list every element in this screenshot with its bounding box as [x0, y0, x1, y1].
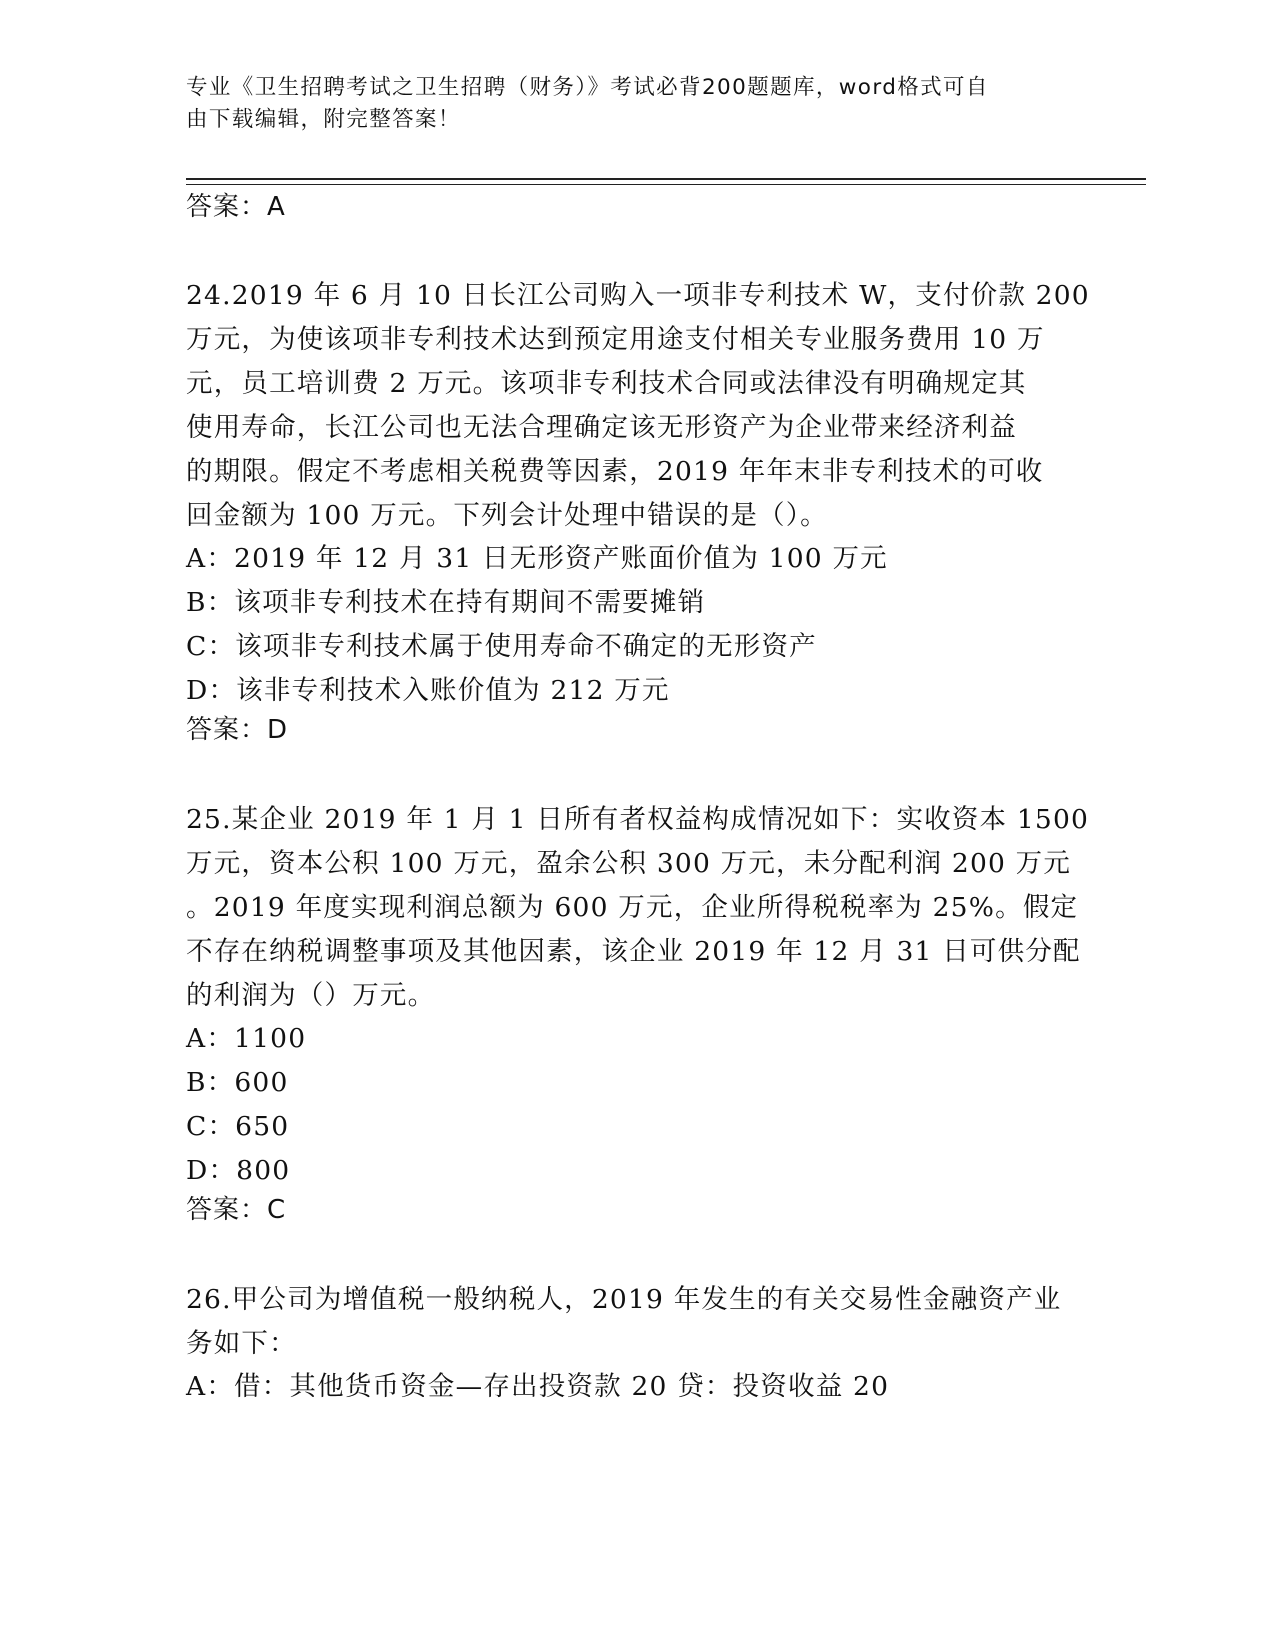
question-26-line: 26.甲公司为增值税一般纳税人，2019 年发生的有关交易性金融资产业	[186, 1284, 1062, 1315]
question-24-line: 的期限。假定不考虑相关税费等因素，2019 年年末非专利技术的可收	[186, 456, 1044, 487]
document-header	[186, 72, 1086, 136]
question-25-line: 万元，资本公积 100 万元，盈余公积 300 万元，未分配利润 200 万元	[186, 848, 1072, 879]
question-25-line: 不存在纳税调整事项及其他因素，该企业 2019 年 12 月 31 日可供分配	[186, 936, 1081, 967]
question-24-line: 元，员工培训费 2 万元。该项非专利技术合同或法律没有明确规定其	[186, 368, 1027, 399]
question-25-line: 25.某企业 2019 年 1 月 1 日所有者权益构成情况如下：实收资本 1500	[186, 804, 1090, 835]
question-24-answer: 答案：D	[186, 715, 289, 745]
question-25-line: 的利润为（）万元。	[186, 980, 436, 1011]
question-26-line: 务如下：	[186, 1328, 297, 1359]
header-rule-thick	[186, 178, 1146, 180]
previous-answer: 答案：A	[186, 192, 286, 222]
question-25-option-b: B：600	[186, 1067, 289, 1098]
header-rule-thin	[186, 184, 1146, 185]
header-line-2: 由下载编辑，附完整答案！	[186, 107, 461, 132]
question-25-line: 。2019 年度实现利润总额为 600 万元，企业所得税税率为 25%。假定	[186, 892, 1079, 923]
question-26-option-a: A：借：其他货币资金—存出投资款 20 贷：投资收益 20	[186, 1371, 890, 1402]
question-24-line: 回金额为 100 万元。下列会计处理中错误的是（）。	[186, 500, 828, 531]
question-24-option-a: A：2019 年 12 月 31 日无形资产账面价值为 100 万元	[186, 543, 888, 574]
question-25-answer: 答案：C	[186, 1195, 287, 1225]
question-24-option-b: B：该项非专利技术在持有期间不需要摊销	[186, 587, 706, 618]
question-25-option-a: A：1100	[186, 1023, 307, 1054]
question-24-line: 万元，为使该项非专利技术达到预定用途支付相关专业服务费用 10 万	[186, 324, 1045, 355]
question-24-option-d: D：该非专利技术入账价值为 212 万元	[186, 675, 670, 706]
question-24-line: 24.2019 年 6 月 10 日长江公司购入一项非专利技术 W，支付价款 200	[186, 280, 1090, 311]
question-25-option-c: C：650	[186, 1111, 290, 1142]
question-24-line: 使用寿命，长江公司也无法合理确定该无形资产为企业带来经济利益	[186, 412, 1017, 443]
question-24-option-c: C：该项非专利技术属于使用寿命不确定的无形资产	[186, 631, 817, 662]
question-25-option-d: D：800	[186, 1155, 291, 1186]
header-line-1: 专业《卫生招聘考试之卫生招聘（财务）》考试必背200题题库，word格式可自	[186, 75, 989, 100]
